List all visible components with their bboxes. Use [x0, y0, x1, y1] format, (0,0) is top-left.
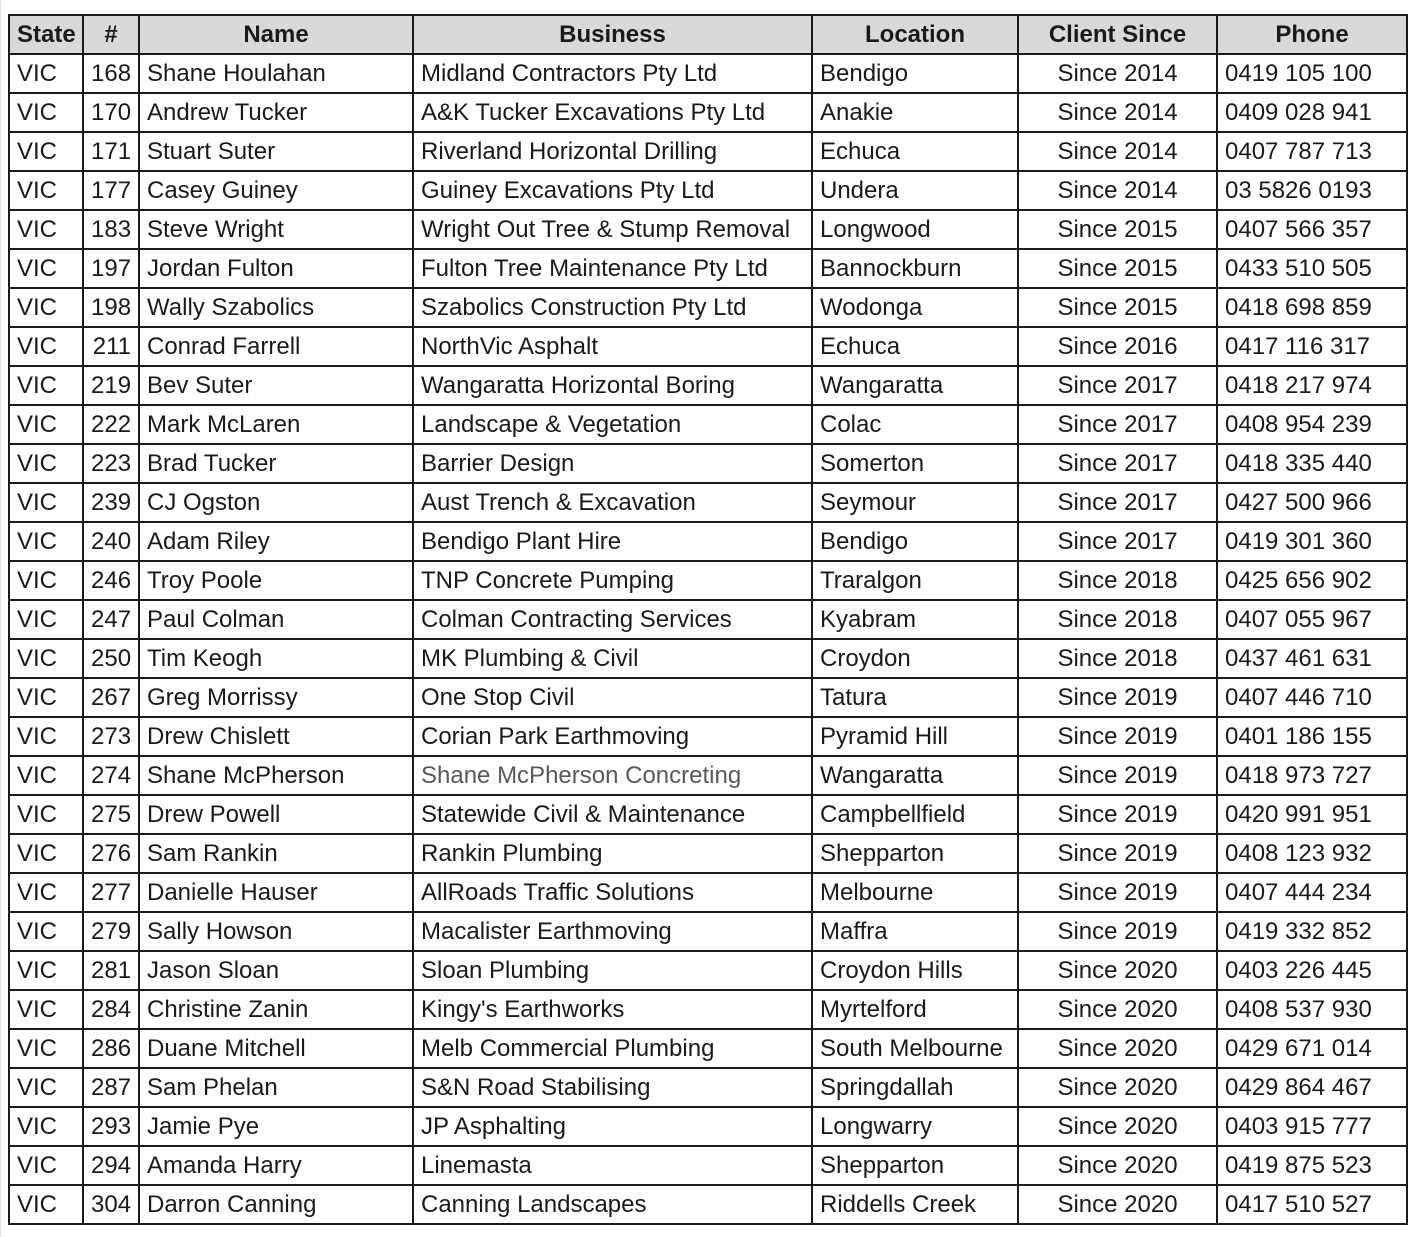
cell-client-since[interactable]: Since 2015: [1018, 288, 1217, 327]
table-row: [9, 561, 1407, 600]
cell-business[interactable]: Sloan Plumbing: [413, 951, 812, 990]
cell-number[interactable]: 171: [83, 132, 139, 171]
cell-number[interactable]: 223: [83, 444, 139, 483]
cell-name[interactable]: Sally Howson: [139, 912, 413, 951]
cell-client-since[interactable]: Since 2019: [1018, 873, 1217, 912]
cell-client-since[interactable]: Since 2020: [1018, 951, 1217, 990]
header-number[interactable]: #: [83, 15, 139, 54]
cell-location[interactable]: Myrtelford: [812, 990, 1018, 1029]
cell-state[interactable]: VIC: [9, 834, 83, 873]
cell-phone[interactable]: 0407 055 967: [1217, 600, 1407, 639]
cell-name[interactable]: Troy Poole: [139, 561, 413, 600]
cell-phone[interactable]: 0407 444 234: [1217, 873, 1407, 912]
table-row: [9, 834, 1407, 873]
table-row: [9, 444, 1407, 483]
cell-client-since[interactable]: Since 2019: [1018, 756, 1217, 795]
cell-phone[interactable]: 0419 105 100: [1217, 54, 1407, 93]
cell-number[interactable]: 168: [83, 54, 139, 93]
cell-client-since[interactable]: Since 2019: [1018, 834, 1217, 873]
header-business[interactable]: Business: [413, 15, 812, 54]
cell-name[interactable]: Drew Chislett: [139, 717, 413, 756]
cell-state[interactable]: VIC: [9, 327, 83, 366]
cell-client-since[interactable]: Since 2020: [1018, 1068, 1217, 1107]
cell-name[interactable]: Shane Houlahan: [139, 54, 413, 93]
cell-number[interactable]: 239: [83, 483, 139, 522]
cell-state[interactable]: VIC: [9, 795, 83, 834]
cell-name[interactable]: Jamie Pye: [139, 1107, 413, 1146]
table-row: [9, 912, 1407, 951]
header-state[interactable]: State: [9, 15, 83, 54]
cell-phone[interactable]: 0419 332 852: [1217, 912, 1407, 951]
cell-business[interactable]: Rankin Plumbing: [413, 834, 812, 873]
cell-location[interactable]: Longwood: [812, 210, 1018, 249]
cell-number[interactable]: 246: [83, 561, 139, 600]
cell-business[interactable]: Macalister Earthmoving: [413, 912, 812, 951]
cell-state[interactable]: VIC: [9, 1068, 83, 1107]
cell-name[interactable]: Steve Wright: [139, 210, 413, 249]
cell-client-since[interactable]: Since 2016: [1018, 327, 1217, 366]
cell-location[interactable]: Maffra: [812, 912, 1018, 951]
cell-business[interactable]: Fulton Tree Maintenance Pty Ltd: [413, 249, 812, 288]
header-phone[interactable]: Phone: [1217, 15, 1407, 54]
cell-client-since[interactable]: Since 2017: [1018, 522, 1217, 561]
cell-business[interactable]: NorthVic Asphalt: [413, 327, 812, 366]
cell-phone[interactable]: 0420 991 951: [1217, 795, 1407, 834]
cell-client-since[interactable]: Since 2015: [1018, 249, 1217, 288]
cell-name[interactable]: Conrad Farrell: [139, 327, 413, 366]
table-header: [9, 15, 1407, 54]
table-row: [9, 132, 1407, 171]
table-row: [9, 873, 1407, 912]
cell-state[interactable]: VIC: [9, 951, 83, 990]
cell-name[interactable]: Duane Mitchell: [139, 1029, 413, 1068]
table-row: [9, 990, 1407, 1029]
cell-state[interactable]: VIC: [9, 1146, 83, 1185]
cell-state[interactable]: VIC: [9, 132, 83, 171]
cell-name[interactable]: Christine Zanin: [139, 990, 413, 1029]
cell-name[interactable]: Adam Riley: [139, 522, 413, 561]
cell-state[interactable]: VIC: [9, 1029, 83, 1068]
table-row: [9, 1107, 1407, 1146]
cell-state[interactable]: VIC: [9, 678, 83, 717]
cell-number[interactable]: 197: [83, 249, 139, 288]
cell-location[interactable]: Somerton: [812, 444, 1018, 483]
cell-phone[interactable]: 0437 461 631: [1217, 639, 1407, 678]
cell-name[interactable]: Stuart Suter: [139, 132, 413, 171]
cell-number[interactable]: 222: [83, 405, 139, 444]
table-row: [9, 54, 1407, 93]
cell-number[interactable]: 294: [83, 1146, 139, 1185]
table-body: [9, 54, 1407, 1224]
cell-business[interactable]: Colman Contracting Services: [413, 600, 812, 639]
cell-number[interactable]: 293: [83, 1107, 139, 1146]
cell-phone[interactable]: 0417 510 527: [1217, 1185, 1407, 1224]
cell-state[interactable]: VIC: [9, 444, 83, 483]
cell-name[interactable]: Wally Szabolics: [139, 288, 413, 327]
cell-location[interactable]: Wangaratta: [812, 366, 1018, 405]
cell-number[interactable]: 247: [83, 600, 139, 639]
cell-state[interactable]: VIC: [9, 249, 83, 288]
cell-state[interactable]: VIC: [9, 405, 83, 444]
cell-location[interactable]: Wodonga: [812, 288, 1018, 327]
cell-client-since[interactable]: Since 2017: [1018, 444, 1217, 483]
cell-business[interactable]: Shane McPherson Concreting: [413, 756, 812, 795]
cell-state[interactable]: VIC: [9, 561, 83, 600]
cell-state[interactable]: VIC: [9, 873, 83, 912]
header-row: [9, 15, 1407, 54]
cell-number[interactable]: 219: [83, 366, 139, 405]
cell-business[interactable]: Linemasta: [413, 1146, 812, 1185]
cell-number[interactable]: 275: [83, 795, 139, 834]
cell-name[interactable]: Sam Phelan: [139, 1068, 413, 1107]
cell-name[interactable]: Amanda Harry: [139, 1146, 413, 1185]
cell-number[interactable]: 277: [83, 873, 139, 912]
cell-client-since[interactable]: Since 2018: [1018, 639, 1217, 678]
cell-name[interactable]: Casey Guiney: [139, 171, 413, 210]
cell-phone[interactable]: 0408 537 930: [1217, 990, 1407, 1029]
cell-phone[interactable]: 0408 123 932: [1217, 834, 1407, 873]
table-row: [9, 171, 1407, 210]
cell-business[interactable]: MK Plumbing & Civil: [413, 639, 812, 678]
cell-phone[interactable]: 03 5826 0193: [1217, 171, 1407, 210]
cell-number[interactable]: 287: [83, 1068, 139, 1107]
cell-phone[interactable]: 0408 954 239: [1217, 405, 1407, 444]
cell-phone[interactable]: 0407 787 713: [1217, 132, 1407, 171]
table-row: [9, 1029, 1407, 1068]
cell-business[interactable]: Wright Out Tree & Stump Removal: [413, 210, 812, 249]
cell-location[interactable]: Longwarry: [812, 1107, 1018, 1146]
cell-name[interactable]: Bev Suter: [139, 366, 413, 405]
cell-name[interactable]: Sam Rankin: [139, 834, 413, 873]
cell-business[interactable]: Corian Park Earthmoving: [413, 717, 812, 756]
cell-phone[interactable]: 0409 028 941: [1217, 93, 1407, 132]
table-row: [9, 483, 1407, 522]
cell-business[interactable]: JP Asphalting: [413, 1107, 812, 1146]
cell-location[interactable]: Shepparton: [812, 834, 1018, 873]
cell-client-since[interactable]: Since 2018: [1018, 600, 1217, 639]
cell-client-since[interactable]: Since 2020: [1018, 990, 1217, 1029]
cell-name[interactable]: Mark McLaren: [139, 405, 413, 444]
cell-phone[interactable]: 0403 226 445: [1217, 951, 1407, 990]
cell-number[interactable]: 274: [83, 756, 139, 795]
header-name[interactable]: Name: [139, 15, 413, 54]
cell-phone[interactable]: 0418 973 727: [1217, 756, 1407, 795]
cell-name[interactable]: Paul Colman: [139, 600, 413, 639]
cell-phone[interactable]: 0418 335 440: [1217, 444, 1407, 483]
cell-phone[interactable]: 0433 510 505: [1217, 249, 1407, 288]
cell-name[interactable]: Greg Morrissy: [139, 678, 413, 717]
cell-client-since[interactable]: Since 2014: [1018, 54, 1217, 93]
cell-client-since[interactable]: Since 2014: [1018, 93, 1217, 132]
cell-location[interactable]: Echuca: [812, 327, 1018, 366]
cell-business[interactable]: Guiney Excavations Pty Ltd: [413, 171, 812, 210]
table-row: [9, 93, 1407, 132]
table-row: [9, 1068, 1407, 1107]
cell-client-since[interactable]: Since 2017: [1018, 405, 1217, 444]
cell-business[interactable]: Barrier Design: [413, 444, 812, 483]
cell-phone[interactable]: 0407 446 710: [1217, 678, 1407, 717]
cell-state[interactable]: VIC: [9, 912, 83, 951]
cell-client-since[interactable]: Since 2019: [1018, 795, 1217, 834]
cell-business[interactable]: Szabolics Construction Pty Ltd: [413, 288, 812, 327]
cell-phone[interactable]: 0425 656 902: [1217, 561, 1407, 600]
cell-number[interactable]: 284: [83, 990, 139, 1029]
cell-name[interactable]: Darron Canning: [139, 1185, 413, 1224]
cell-number[interactable]: 211: [83, 327, 139, 366]
cell-phone[interactable]: 0401 186 155: [1217, 717, 1407, 756]
cell-phone[interactable]: 0429 671 014: [1217, 1029, 1407, 1068]
cell-client-since[interactable]: Since 2017: [1018, 366, 1217, 405]
cell-phone[interactable]: 0407 566 357: [1217, 210, 1407, 249]
table-row: [9, 639, 1407, 678]
cell-client-since[interactable]: Since 2020: [1018, 1107, 1217, 1146]
cell-name[interactable]: CJ Ogston: [139, 483, 413, 522]
table-row: [9, 678, 1407, 717]
cell-number[interactable]: 250: [83, 639, 139, 678]
cell-client-since[interactable]: Since 2019: [1018, 717, 1217, 756]
table-row: [9, 327, 1407, 366]
cell-state[interactable]: VIC: [9, 756, 83, 795]
cell-client-since[interactable]: Since 2018: [1018, 561, 1217, 600]
cell-state[interactable]: VIC: [9, 600, 83, 639]
cell-state[interactable]: VIC: [9, 990, 83, 1029]
table-row: [9, 405, 1407, 444]
cell-number[interactable]: 170: [83, 93, 139, 132]
cell-location[interactable]: Croydon: [812, 639, 1018, 678]
cell-client-since[interactable]: Since 2019: [1018, 912, 1217, 951]
cell-location[interactable]: Bannockburn: [812, 249, 1018, 288]
table-row: [9, 717, 1407, 756]
cell-location[interactable]: Bendigo: [812, 522, 1018, 561]
cell-location[interactable]: Shepparton: [812, 1146, 1018, 1185]
table-row: [9, 600, 1407, 639]
cell-state[interactable]: VIC: [9, 54, 83, 93]
cell-business[interactable]: One Stop Civil: [413, 678, 812, 717]
cell-location[interactable]: Traralgon: [812, 561, 1018, 600]
cell-client-since[interactable]: Since 2017: [1018, 483, 1217, 522]
cell-state[interactable]: VIC: [9, 639, 83, 678]
cell-client-since[interactable]: Since 2019: [1018, 678, 1217, 717]
cell-number[interactable]: 267: [83, 678, 139, 717]
cell-state[interactable]: VIC: [9, 483, 83, 522]
cell-client-since[interactable]: Since 2014: [1018, 132, 1217, 171]
cell-name[interactable]: Shane McPherson: [139, 756, 413, 795]
table-row: [9, 210, 1407, 249]
cell-state[interactable]: VIC: [9, 1107, 83, 1146]
cell-business[interactable]: Riverland Horizontal Drilling: [413, 132, 812, 171]
cell-business[interactable]: TNP Concrete Pumping: [413, 561, 812, 600]
cell-state[interactable]: VIC: [9, 522, 83, 561]
cell-phone[interactable]: 0419 875 523: [1217, 1146, 1407, 1185]
cell-location[interactable]: Springdallah: [812, 1068, 1018, 1107]
cell-state[interactable]: VIC: [9, 366, 83, 405]
cell-phone[interactable]: 0418 217 974: [1217, 366, 1407, 405]
cell-location[interactable]: Pyramid Hill: [812, 717, 1018, 756]
cell-client-since[interactable]: Since 2014: [1018, 171, 1217, 210]
cell-name[interactable]: Andrew Tucker: [139, 93, 413, 132]
table-row: [9, 1146, 1407, 1185]
cell-location[interactable]: Seymour: [812, 483, 1018, 522]
cell-location[interactable]: Tatura: [812, 678, 1018, 717]
cell-name[interactable]: Jordan Fulton: [139, 249, 413, 288]
cell-location[interactable]: Campbellfield: [812, 795, 1018, 834]
cell-number[interactable]: 177: [83, 171, 139, 210]
cell-phone[interactable]: 0427 500 966: [1217, 483, 1407, 522]
cell-location[interactable]: Colac: [812, 405, 1018, 444]
table-row: [9, 288, 1407, 327]
cell-business[interactable]: Statewide Civil & Maintenance: [413, 795, 812, 834]
cell-location[interactable]: Croydon Hills: [812, 951, 1018, 990]
cell-number[interactable]: 240: [83, 522, 139, 561]
cell-name[interactable]: Drew Powell: [139, 795, 413, 834]
cell-business[interactable]: Wangaratta Horizontal Boring: [413, 366, 812, 405]
cell-state[interactable]: VIC: [9, 1185, 83, 1224]
cell-state[interactable]: VIC: [9, 288, 83, 327]
table-row: [9, 1185, 1407, 1224]
table-row: [9, 522, 1407, 561]
cell-location[interactable]: Wangaratta: [812, 756, 1018, 795]
cell-business[interactable]: Midland Contractors Pty Ltd: [413, 54, 812, 93]
cell-client-since[interactable]: Since 2015: [1018, 210, 1217, 249]
table-row: [9, 795, 1407, 834]
cell-business[interactable]: Canning Landscapes: [413, 1185, 812, 1224]
header-location[interactable]: Location: [812, 15, 1018, 54]
cell-location[interactable]: Undera: [812, 171, 1018, 210]
cell-business[interactable]: S&N Road Stabilising: [413, 1068, 812, 1107]
cell-business[interactable]: Kingy's Earthworks: [413, 990, 812, 1029]
table-row: [9, 951, 1407, 990]
cell-number[interactable]: 183: [83, 210, 139, 249]
cell-number[interactable]: 286: [83, 1029, 139, 1068]
cell-name[interactable]: Jason Sloan: [139, 951, 413, 990]
cell-business[interactable]: A&K Tucker Excavations Pty Ltd: [413, 93, 812, 132]
cell-state[interactable]: VIC: [9, 717, 83, 756]
cell-number[interactable]: 198: [83, 288, 139, 327]
cell-location[interactable]: Riddells Creek: [812, 1185, 1018, 1224]
cell-state[interactable]: VIC: [9, 171, 83, 210]
cell-location[interactable]: Bendigo: [812, 54, 1018, 93]
cell-phone[interactable]: 0403 915 777: [1217, 1107, 1407, 1146]
cell-phone[interactable]: 0418 698 859: [1217, 288, 1407, 327]
client-table: [8, 14, 1408, 1225]
cell-name[interactable]: Danielle Hauser: [139, 873, 413, 912]
cell-name[interactable]: Brad Tucker: [139, 444, 413, 483]
cell-client-since[interactable]: Since 2020: [1018, 1146, 1217, 1185]
cell-phone[interactable]: 0419 301 360: [1217, 522, 1407, 561]
cell-number[interactable]: 279: [83, 912, 139, 951]
header-client-since[interactable]: Client Since: [1018, 15, 1217, 54]
cell-business[interactable]: Aust Trench & Excavation: [413, 483, 812, 522]
cell-client-since[interactable]: Since 2020: [1018, 1185, 1217, 1224]
cell-number[interactable]: 281: [83, 951, 139, 990]
table-row: [9, 366, 1407, 405]
cell-phone[interactable]: 0429 864 467: [1217, 1068, 1407, 1107]
cell-location[interactable]: Anakie: [812, 93, 1018, 132]
cell-name[interactable]: Tim Keogh: [139, 639, 413, 678]
cell-state[interactable]: VIC: [9, 210, 83, 249]
cell-location[interactable]: Kyabram: [812, 600, 1018, 639]
cell-business[interactable]: Landscape & Vegetation: [413, 405, 812, 444]
table-row: [9, 249, 1407, 288]
cell-business[interactable]: Bendigo Plant Hire: [413, 522, 812, 561]
cell-state[interactable]: VIC: [9, 93, 83, 132]
cell-number[interactable]: 276: [83, 834, 139, 873]
cell-location[interactable]: South Melbourne: [812, 1029, 1018, 1068]
cell-location[interactable]: Melbourne: [812, 873, 1018, 912]
cell-business[interactable]: Melb Commercial Plumbing: [413, 1029, 812, 1068]
cell-number[interactable]: 304: [83, 1185, 139, 1224]
cell-phone[interactable]: 0417 116 317: [1217, 327, 1407, 366]
cell-number[interactable]: 273: [83, 717, 139, 756]
cell-location[interactable]: Echuca: [812, 132, 1018, 171]
cell-client-since[interactable]: Since 2020: [1018, 1029, 1217, 1068]
table-row: [9, 756, 1407, 795]
cell-business[interactable]: AllRoads Traffic Solutions: [413, 873, 812, 912]
